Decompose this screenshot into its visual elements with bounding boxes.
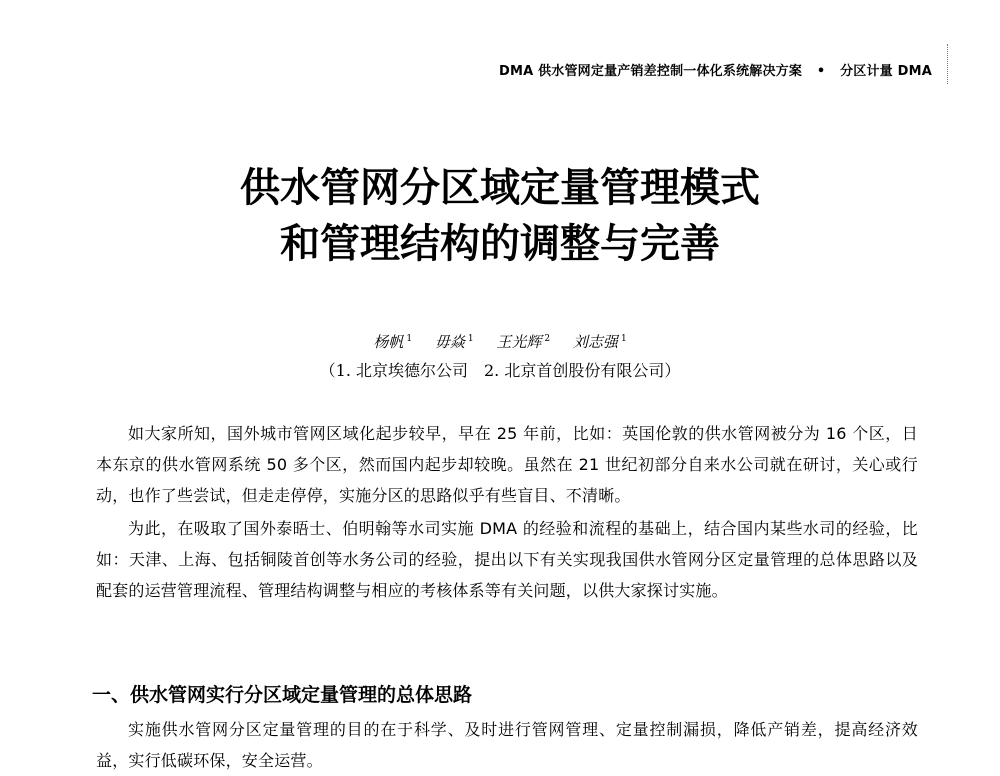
paper-title: [0, 160, 1000, 272]
section-1-paragraph: [96, 714, 918, 776]
paragraph-text: 为此，在吸取了国外泰晤士、伯明翰等水司实施 DMA 的经验和流程的基础上，结合国内某些水司的经验，比如：天津、上海、包括铜陵首创等水务公司的经验，提出以下有关实现我国供水管网分区定量管理的总体思路以及配套的运营管理流程、管理结构调整与相应的考核体系等有关问题，以供大家探讨实施。: [96, 519, 918, 600]
author-list: [0, 326, 1000, 355]
paragraph-text: 如大家所知，国外城市管网区域化起步较早，早在 25 年前，比如：英国伦敦的供水管网被分为 16 个区，日本东京的供水管网系统 50 多个区，然而国内起步却较晚。虽然在 21 世纪初部分自来水公司就在研讨，关心或行动，也作了些尝试，但走走停停，实施分区的思路似乎有些盲目、不清晰。: [96, 424, 918, 505]
header-section-title: 分区计量 DMA: [840, 64, 932, 79]
header-series-title: DMA 供水管网定量产销差控制一体化系统解决方案: [498, 64, 803, 79]
paper-title-line-2: 和管理结构的调整与完善: [280, 221, 720, 267]
paragraph-text: 实施供水管网分区定量管理的目的在于科学、及时进行管网管理、定量控制漏损，降低产销差，提高经济效益，实行低碳环保，安全运营。: [96, 720, 918, 770]
running-header: [499, 60, 932, 79]
header-separator: •: [816, 64, 826, 79]
affiliations: （1. 北京埃德尔公司 2. 北京首创股份有限公司）: [319, 361, 681, 380]
section-heading-1: 一、供水管网实行分区域定量管理的总体思路: [92, 684, 473, 706]
body-paragraph-2: [96, 513, 918, 606]
author: 王光辉 $^2$: [496, 333, 551, 351]
body-paragraph-1: [96, 418, 918, 511]
page-edge-marks: [947, 44, 956, 84]
paper-title-line-1: 供水管网分区域定量管理模式: [240, 165, 760, 211]
author: 毋焱 $^1$: [434, 333, 474, 351]
author: 杨帆 $^1$: [373, 333, 413, 351]
author: 刘志强 $^1$: [572, 333, 627, 351]
